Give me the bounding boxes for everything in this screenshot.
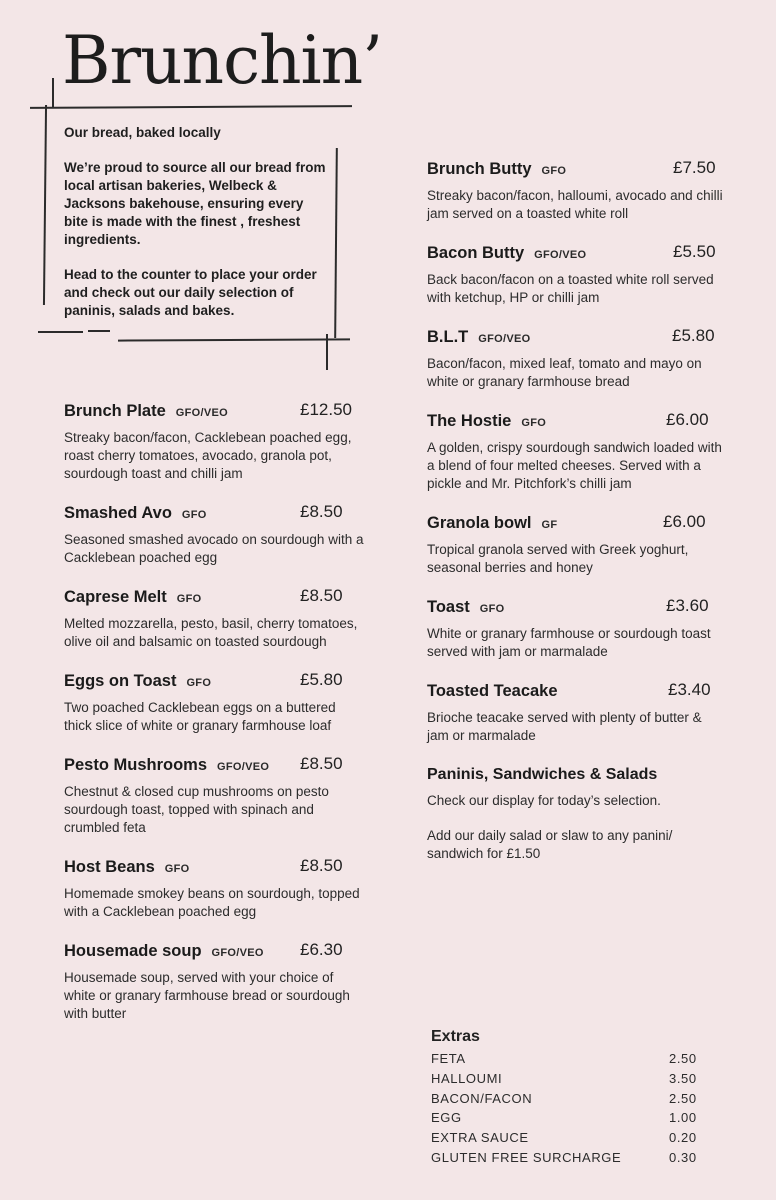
menu-item [64,756,364,837]
item-name: Brunch Plate [64,402,166,420]
item-name: Eggs on Toast [64,672,177,690]
menu-item [64,858,364,921]
item-price: £8.50 [300,586,343,605]
extra-row [431,1150,711,1170]
item-name: Bacon Butty [427,244,525,262]
item-tag: GFO [164,863,190,875]
extra-row [431,1110,711,1130]
item-description: Bacon/facon, mixed leaf, tomato and mayo on white or granary farmhouse bread [427,356,702,389]
item-tag: GFO/VEO [217,761,270,773]
menu-title: Brunchin’ [62,22,383,99]
item-price: £5.80 [672,326,715,345]
item-price: £5.50 [673,242,716,261]
extras-section [431,1028,711,1170]
item-description: Two poached Cacklebean eggs on a buttered thick slice of white or granary farmhouse loaf [64,700,336,733]
extra-price: 3.50 [669,1070,697,1086]
item-tag: GFO/VEO [478,333,531,345]
item-name: Pesto Mushrooms [64,756,208,774]
extra-name: EXTRA SAUCE [431,1130,529,1146]
paninis-note-1: Check our display for today’s selection. [427,793,661,808]
intro-heading: Our bread, baked locally [64,125,221,140]
intro-paragraph-1: We’re proud to source all our bread from local artisan bakeries, Welbeck & Jacksons bakehouse, ensuring every bite is made with the finest , freshest ingredients. [64,160,326,247]
item-description: Chestnut & closed cup mushrooms on pesto sourdough toast, topped with spinach and crumbled feta [64,784,329,835]
item-tag: GFO [186,677,212,689]
menu-item [427,160,727,223]
item-price: £5.80 [300,670,343,689]
extra-name: HALLOUMI [431,1070,503,1086]
item-price: £6.30 [300,940,343,959]
item-price: £6.00 [663,512,706,531]
item-tag: GFO [176,593,202,605]
paninis-section [427,766,727,863]
item-name: Housemade soup [64,942,202,960]
menu-item [427,244,727,307]
item-name: Brunch Butty [427,160,532,178]
paninis-note-2: Add our daily salad or slaw to any panini/ sandwich for £1.50 [427,828,673,861]
extra-row [431,1091,711,1111]
menu-item [64,672,364,735]
extra-row [431,1130,711,1150]
item-name: Toast [427,598,470,616]
extras-title: Extras [431,1028,480,1045]
item-description: A golden, crispy sourdough sandwich loaded with a blend of four melted cheeses. Served with a pickle and Mr. Pitchfork’s chilli jam [427,440,722,491]
item-name: Host Beans [64,858,155,876]
extra-name: GLUTEN FREE SURCHARGE [431,1149,622,1165]
item-tag: GFO [479,603,505,615]
extra-name: BACON/FACON [431,1090,533,1106]
paninis-title: Paninis, Sandwiches & Salads [427,766,658,783]
item-description: White or granary farmhouse or sourdough toast served with jam or marmalade [427,626,711,659]
extra-row [431,1071,711,1091]
menu-item [64,504,364,567]
intro-paragraph-2: Head to the counter to place your order and check out our daily selection of paninis, salads and bakes. [64,267,317,318]
item-tag: GFO/VEO [534,249,587,261]
item-tag: GFO/VEO [211,947,264,959]
extra-price: 2.50 [669,1090,697,1106]
item-tag: GFO [541,165,567,177]
extra-price: 0.30 [669,1149,697,1165]
item-description: Housemade soup, served with your choice of white or granary farmhouse bread or sourdough with butter [64,970,350,1021]
item-description: Back bacon/facon on a toasted white roll served with ketchup, HP or chilli jam [427,272,714,305]
item-price: £12.50 [300,400,352,419]
item-description: Seasoned smashed avocado on sourdough with a Cacklebean poached egg [64,532,364,565]
item-price: £8.50 [300,856,343,875]
item-tag: GFO [181,509,207,521]
item-description: Melted mozzarella, pesto, basil, cherry tomatoes, olive oil and balsamic on toasted sourdough [64,616,358,649]
menu-item [427,328,727,391]
menu-item [427,682,727,745]
item-description: Streaky bacon/facon, Cacklebean poached egg, roast cherry tomatoes, avocado, granola pot, sourdough toast and chilli jam [64,430,352,481]
menu-item [64,588,364,651]
item-price: £8.50 [300,502,343,521]
item-description: Brioche teacake served with plenty of butter & jam or marmalade [427,710,702,743]
item-tag: GF [541,519,558,531]
menu-item [427,514,727,577]
extra-row [431,1051,711,1071]
item-description: Tropical granola served with Greek yoghurt, seasonal berries and honey [427,542,689,575]
item-name: B.L.T [427,328,469,346]
menu-column-left [64,402,364,1044]
intro-text [64,124,326,337]
menu-item [427,598,727,661]
extra-price: 2.50 [669,1051,697,1066]
item-name: Smashed Avo [64,504,172,522]
extra-price: 0.20 [669,1130,697,1146]
item-tag: GFO/VEO [175,407,228,419]
item-name: The Hostie [427,412,512,430]
item-price: £7.50 [673,158,716,177]
item-name: Caprese Melt [64,588,167,606]
item-price: £3.40 [668,680,711,699]
item-name: Granola bowl [427,514,532,532]
menu-column-right [427,160,727,880]
item-price: £3.60 [666,596,709,615]
item-name: Toasted Teacake [427,682,558,700]
extra-name: FETA [431,1051,466,1066]
menu-item [64,942,364,1023]
item-description: Streaky bacon/facon, halloumi, avocado and chilli jam served on a toasted white roll [427,188,723,221]
menu-item [64,402,364,483]
extra-price: 1.00 [669,1110,697,1126]
menu-item [427,412,727,493]
item-price: £6.00 [666,410,709,429]
item-description: Homemade smokey beans on sourdough, topped with a Cacklebean poached egg [64,886,360,919]
item-tag: GFO [521,417,547,429]
extra-name: EGG [431,1110,462,1126]
item-price: £8.50 [300,754,343,773]
